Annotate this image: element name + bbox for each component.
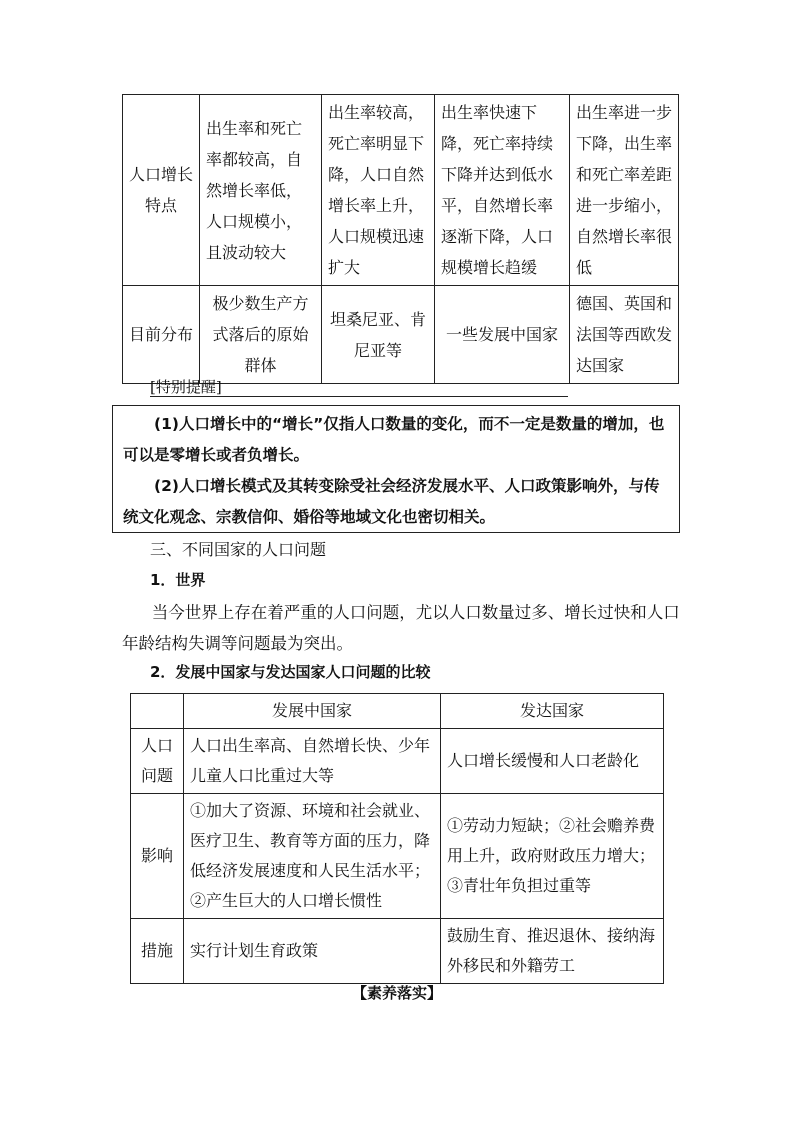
row-label: 人口问题 <box>131 729 184 794</box>
column-header-developed: 发达国家 <box>441 694 664 729</box>
cell: 出生率进一步下降，出生率和死亡率差距进一步缩小，自然增长率很低 <box>570 95 679 286</box>
cell: 实行计划生育政策 <box>184 919 441 984</box>
special-reminder-box <box>112 405 680 533</box>
cell: 人口出生率高、自然增长快、少年儿童人口比重过大等 <box>184 729 441 794</box>
divider <box>150 396 568 397</box>
table-row <box>131 794 664 919</box>
table-header-row <box>131 694 664 729</box>
row-label-growth-features: 人口增长特点 <box>123 95 200 286</box>
cell: 出生率快速下降，死亡率持续下降并达到低水平，自然增长率逐渐下降，人口规模增长趋缓 <box>435 95 570 286</box>
table-row <box>131 919 664 984</box>
column-header-developing: 发展中国家 <box>184 694 441 729</box>
cell: 坦桑尼亚、肯尼亚等 <box>322 286 435 384</box>
section-footer: 【素养落实】 <box>351 984 442 1002</box>
comparison-table <box>130 693 664 984</box>
reminder-point-2: (2)人口增长模式及其转变除受社会经济发展水平、人口政策影响外，与传统文化观念、宗教信仰、婚俗等地域文化也密切相关。 <box>123 477 660 526</box>
cell: 鼓励生育、推迟退休、接纳海外移民和外籍劳工 <box>441 919 664 984</box>
table-row <box>131 729 664 794</box>
section-title: 三、不同国家的人口问题 <box>150 540 327 559</box>
cell: 出生率较高，死亡率明显下降，人口自然增长率上升，人口规模迅速扩大 <box>322 95 435 286</box>
table-row <box>123 286 679 384</box>
cell: 一些发展中国家 <box>435 286 570 384</box>
row-label-distribution: 目前分布 <box>123 286 200 384</box>
cell: 人口增长缓慢和人口老龄化 <box>441 729 664 794</box>
population-growth-table <box>122 94 679 384</box>
special-reminder-heading: [特别提醒] <box>150 378 222 396</box>
world-paragraph: 当今世界上存在着严重的人口问题，尤以人口数量过多、增长过快和人口年龄结构失调等问题最为突出。 <box>122 603 680 653</box>
subsection-world: 1．世界 <box>150 571 206 589</box>
table-row <box>123 95 679 286</box>
cell: 极少数生产方式落后的原始群体 <box>200 286 322 384</box>
reminder-point-1: (1)人口增长中的“增长”仅指人口数量的变化，而不一定是数量的增加，也可以是零增长或者负增长。 <box>123 415 665 464</box>
cell: 德国、英国和法国等西欧发达国家 <box>570 286 679 384</box>
row-label: 措施 <box>131 919 184 984</box>
cell: ①加大了资源、环境和社会就业、医疗卫生、教育等方面的压力，降低经济发展速度和人民生活水平；②产生巨大的人口增长惯性 <box>184 794 441 919</box>
cell: 出生率和死亡率都较高，自然增长率低，人口规模小，且波动较大 <box>200 95 322 286</box>
header-empty-cell <box>131 694 184 729</box>
cell: ①劳动力短缺；②社会赡养费用上升，政府财政压力增大；③青壮年负担过重等 <box>441 794 664 919</box>
row-label: 影响 <box>131 794 184 919</box>
subsection-comparison: 2．发展中国家与发达国家人口问题的比较 <box>150 663 431 681</box>
